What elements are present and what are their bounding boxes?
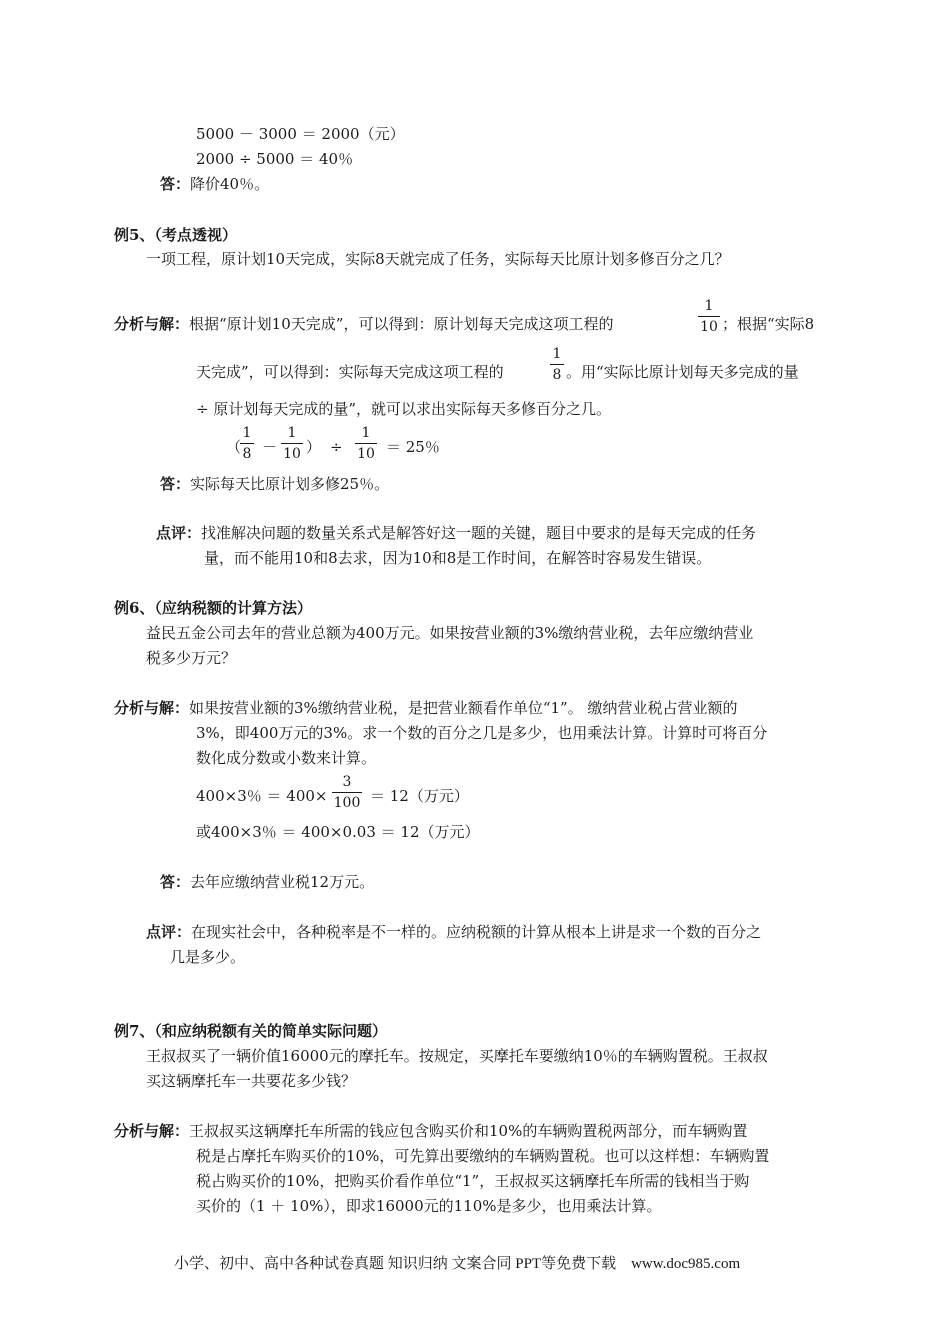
ex5-fraction-1-10 bbox=[698, 298, 720, 335]
ex6-title: 例6、（应纳税额的计算方法） bbox=[114, 599, 312, 617]
ex5-analysis-text-1b: ；根据“实际8 bbox=[722, 315, 815, 333]
answer-text: 降价40％。 bbox=[190, 175, 270, 193]
ex6-comment-line-1 bbox=[146, 922, 761, 942]
formula-fraction-1-10-b bbox=[355, 425, 377, 462]
formula-divide: ÷ bbox=[330, 438, 343, 456]
ex5-answer-line bbox=[160, 474, 389, 494]
ex6-question-1: 益民五金公司去年的营业总额为400万元。如果按营业额的3%缴纳营业税，去年应缴纳营业 bbox=[146, 624, 754, 642]
formula-minus: － bbox=[262, 438, 278, 456]
ex6-comment-text-1: 在现实社会中，各种税率是不一样的。应纳税额的计算从根本上讲是求一个数的百分之 bbox=[191, 923, 762, 941]
ex7-analysis-text-3: 税占购买价的10%，把购买价看作单位“1”，王叔叔买这辆摩托车所需的钱相当于购 bbox=[196, 1172, 750, 1190]
ex7-analysis-label: 分析与解： bbox=[114, 1122, 190, 1140]
answer-line bbox=[160, 174, 269, 194]
frac-den: 10 bbox=[357, 446, 375, 462]
formula-fraction-1-8 bbox=[240, 425, 254, 462]
ex7-title: 例7、（和应纳税额有关的简单实际问题） bbox=[114, 1022, 387, 1040]
ex6-calc-1a: 400×3％ ＝ 400× bbox=[196, 787, 328, 805]
ex7-analysis-text-4: 买价的（1 ＋ 10%），即求16000元的110%是多少，也用乘法计算。 bbox=[196, 1197, 662, 1215]
ex6-analysis-label: 分析与解： bbox=[114, 699, 190, 717]
ex7-analysis-text-2: 税是占摩托车购买价的10%，可先算出要缴纳的车辆购置税。也可以这样想：车辆购置 bbox=[196, 1147, 770, 1165]
frac-den: 10 bbox=[283, 446, 301, 462]
frac-num: 1 bbox=[552, 346, 562, 362]
frac-num: 3 bbox=[342, 774, 352, 790]
ex6-analysis-text-1: 如果按营业额的3%缴纳营业税，是把营业额看作单位“1”。 缴纳营业税占营业额的 bbox=[189, 699, 738, 717]
ex5-analysis-line-1 bbox=[114, 314, 613, 334]
ex6-analysis-text-2: 3%，即400万元的3%。求一个数的百分之几是多少，也用乘法计算。计算时可将百分 bbox=[196, 724, 768, 742]
ex6-answer-text: 去年应缴纳营业税12万元。 bbox=[190, 873, 375, 891]
calc-line-1: 5000 － 3000 ＝ 2000（元） bbox=[196, 125, 405, 143]
ex5-analysis-text-2b: 。用“实际比原计划每天多完成的量 bbox=[566, 363, 799, 381]
frac-num: 1 bbox=[704, 298, 714, 314]
ex6-answer-label: 答： bbox=[160, 873, 191, 891]
frac-num: 1 bbox=[242, 425, 252, 441]
calc-line-2: 2000 ÷ 5000 ＝ 40％ bbox=[196, 150, 354, 168]
ex6-calc-2: 或400×3％ ＝ 400×0.03 ＝ 12（万元） bbox=[196, 823, 480, 841]
ex6-calc-1b: ＝ 12（万元） bbox=[370, 787, 469, 805]
ex5-answer-label: 答： bbox=[160, 475, 191, 493]
ex5-comment-text-1: 找准解决问题的数量关系式是解答好这一题的关键，题目中要求的是每天完成的任务 bbox=[201, 524, 757, 542]
ex6-answer-line bbox=[160, 872, 374, 892]
ex6-analysis-line-1 bbox=[114, 698, 737, 718]
ex6-fraction-3-100 bbox=[332, 774, 362, 811]
ex7-analysis-text-1: 王叔叔买这辆摩托车所需的钱应包含购买价和10%的车辆购置税两部分，而车辆购置 bbox=[189, 1122, 748, 1140]
ex5-question: 一项工程，原计划10天完成，实际8天就完成了任务，实际每天比原计划多修百分之几？ bbox=[146, 250, 730, 268]
formula-open-paren: （ bbox=[226, 438, 242, 456]
ex5-comment-line-1 bbox=[156, 523, 756, 543]
formula-fraction-1-10 bbox=[281, 425, 303, 462]
frac-num: 1 bbox=[361, 425, 371, 441]
ex6-question-2: 税多少万元？ bbox=[146, 649, 237, 667]
ex5-analysis-text-1a: 根据“原计划10天完成”，可以得到：原计划每天完成这项工程的 bbox=[189, 315, 614, 333]
ex5-analysis-text-2a: 天完成”，可以得到：实际每天完成这项工程的 bbox=[196, 363, 504, 381]
formula-result: ＝ 25％ bbox=[386, 438, 440, 456]
ex5-title: 例5、（考点透视） bbox=[114, 226, 237, 244]
ex5-fraction-1-8 bbox=[550, 346, 564, 383]
ex7-question-2: 买这辆摩托车一共要花多少钱？ bbox=[146, 1072, 357, 1090]
ex7-question-1: 王叔叔买了一辆价值16000元的摩托车。按规定，买摩托车要缴纳10％的车辆购置税。王叔叔 bbox=[146, 1047, 768, 1065]
ex6-comment-label: 点评： bbox=[146, 923, 192, 941]
ex6-comment-text-2: 几是多少。 bbox=[170, 948, 246, 966]
ex7-analysis-line-1 bbox=[114, 1121, 747, 1141]
formula-close-paren: ） bbox=[306, 438, 322, 456]
frac-den: 100 bbox=[333, 795, 361, 811]
frac-num: 1 bbox=[287, 425, 297, 441]
ex5-analysis-text-3: ÷ 原计划每天完成的量”，就可以求出实际每天多修百分之几。 bbox=[196, 400, 612, 418]
page-footer: 小学、初中、高中各种试卷真题 知识归纳 文案合同 PPT等免费下载 www.doc985.com bbox=[174, 1256, 741, 1272]
ex5-answer-text: 实际每天比原计划多修25％。 bbox=[190, 475, 390, 493]
ex6-analysis-text-3: 数化成分数或小数来计算。 bbox=[196, 749, 377, 767]
answer-label: 答： bbox=[160, 175, 191, 193]
ex5-comment-text-2: 量，而不能用10和8去求，因为10和8是工作时间，在解答时容易发生错误。 bbox=[204, 549, 712, 567]
ex5-comment-label: 点评： bbox=[156, 524, 202, 542]
frac-den: 8 bbox=[552, 367, 562, 383]
frac-den: 10 bbox=[700, 319, 718, 335]
frac-den: 8 bbox=[242, 446, 252, 462]
ex5-analysis-label: 分析与解： bbox=[114, 315, 190, 333]
